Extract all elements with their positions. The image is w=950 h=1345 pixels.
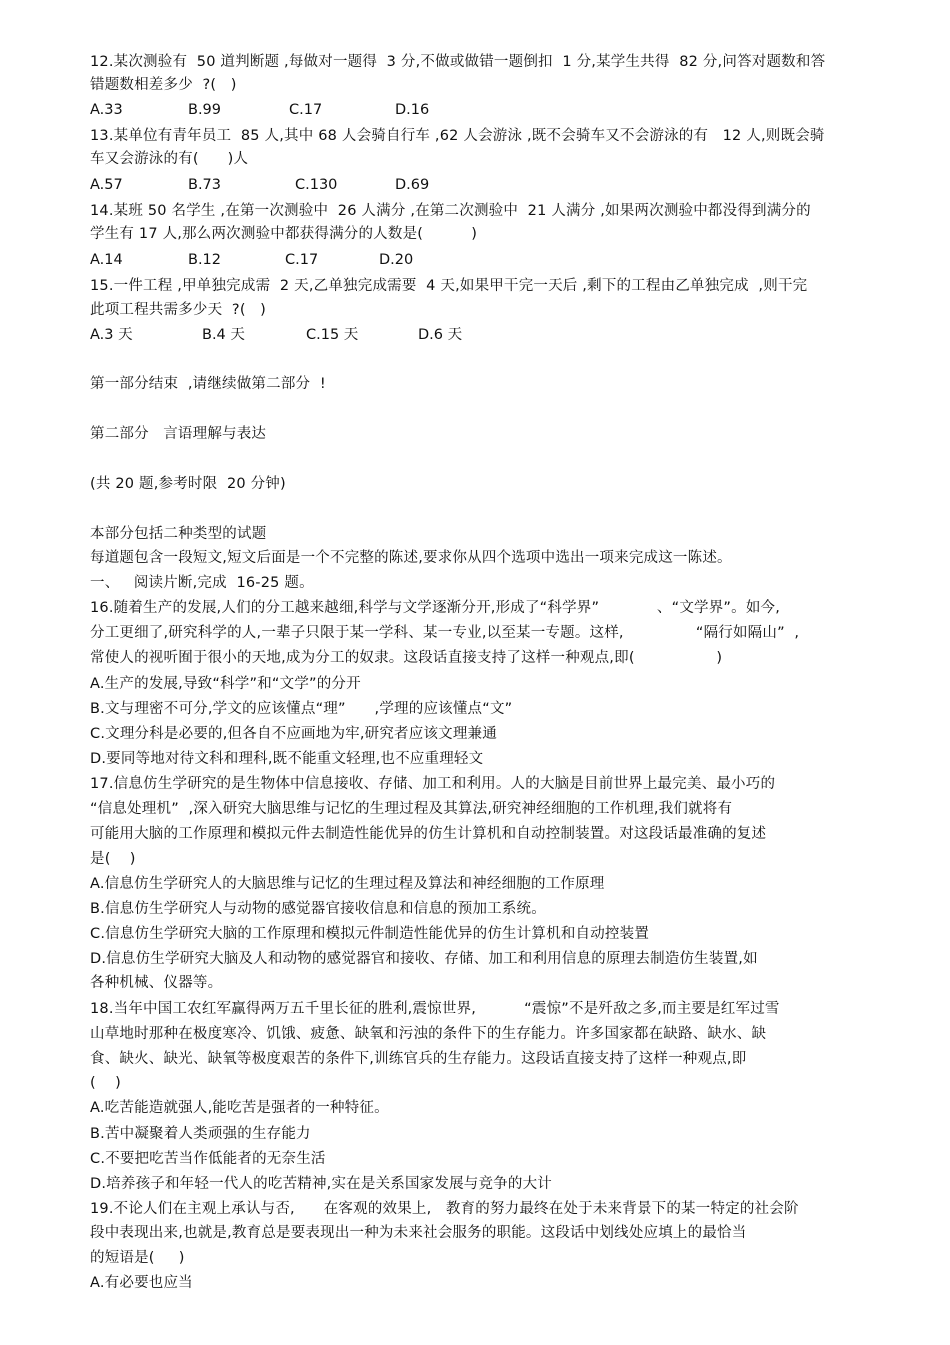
q13-option-d: D.69 <box>395 177 430 193</box>
q17-option-d-line1: D.信息仿生学研究大脑及人和动物的感觉器官和接收、存储、加工和利用信息的原理去制造仿生装置,如 <box>90 951 758 967</box>
q17-option-d-line2: 各种机械、仪器等。 <box>90 975 223 991</box>
intro-line1: 本部分包括二种类型的试题 <box>90 526 267 542</box>
q17-option-a: A.信息仿生学研究人的大脑思维与记忆的生理过程及算法和神经细胞的工作原理 <box>90 876 605 892</box>
q17-stem-line1: 17.信息仿生学研究的是生物体中信息接收、存储、加工和利用。人的大脑是目前世界上最完美、最小巧的 <box>90 776 776 792</box>
q12-option-b: B.99 <box>188 102 222 118</box>
q17-stem-line2: “信息处理机” ,深入研究大脑思维与记忆的生理过程及其算法,研究神经细胞的工作机理,我们就将有 <box>90 801 733 817</box>
q18-option-d: D.培养孩子和年轻一代人的吃苦精神,实在是关系国家发展与竞争的大计 <box>90 1176 552 1192</box>
q17-option-b: B.信息仿生学研究人与动物的感觉器官接收信息和信息的预加工系统。 <box>90 901 546 917</box>
q12-option-c: C.17 <box>289 102 323 118</box>
q12-option-a: A.33 <box>90 102 123 118</box>
q13-option-b: B.73 <box>188 177 222 193</box>
part2-title: 第二部分 言语理解与表达 <box>90 426 267 442</box>
q18-stem-line2: 山草地时那种在极度寒冷、饥饿、疲惫、缺氧和污浊的条件下的生存能力。许多国家都在缺路、缺水、缺 <box>90 1026 767 1042</box>
q18-stem-line4: ( ) <box>90 1075 121 1091</box>
q14-option-b: B.12 <box>188 252 222 268</box>
q19-stem-line2: 段中表现出来,也就是,教育总是要表现出一种为未来社会服务的职能。这段话中划线处应填上的最恰当 <box>90 1225 747 1241</box>
q14-option-d: D.20 <box>379 252 414 268</box>
q16-stem-line1: 16.随着生产的发展,人们的分工越来越细,科学与文学逐渐分开,形成了“科学界” 、“文学界”。如今, <box>90 600 781 616</box>
q14-stem-line1: 14.某班 50 名学生 ,在第一次测验中 26 人满分 ,在第二次测验中 21 人满分 ,如果两次测验中都没得到满分的 <box>90 203 811 219</box>
q14-option-a: A.14 <box>90 252 123 268</box>
q12-option-d: D.16 <box>395 102 430 118</box>
part2-info: (共 20 题,参考时限 20 分钟) <box>90 476 286 492</box>
q13-stem-line2: 车又会游泳的有( )人 <box>90 151 249 167</box>
section-heading: 一、 阅读片断,完成 16-25 题。 <box>90 575 314 591</box>
q19-stem-line1: 19.不论人们在主观上承认与否, 在客观的效果上, 教育的努力最终在处于未来背景下的某一特定的社会阶 <box>90 1201 799 1217</box>
q18-stem-line1: 18.当年中国工农红军赢得两万五千里长征的胜利,震惊世界, “震惊”不是歼敌之多,而主要是红军过雪 <box>90 1001 780 1017</box>
q12-stem-line1: 12.某次测验有 50 道判断题 ,每做对一题得 3 分,不做或做错一题倒扣 1 分,某学生共得 82 分,问答对题数和答 <box>90 54 826 70</box>
q15-stem-line1: 15.一件工程 ,甲单独完成需 2 天,乙单独完成需要 4 天,如果甲干完一天后 ,剩下的工程由乙单独完成 ,则干完 <box>90 278 808 294</box>
q17-stem-line4: 是( ) <box>90 851 136 867</box>
q18-option-c: C.不要把吃苦当作低能者的无奈生活 <box>90 1151 326 1167</box>
q14-stem-line2: 学生有 17 人,那么两次测验中都获得满分的人数是( ) <box>90 226 478 242</box>
q15-option-a: A.3 天 <box>90 327 133 343</box>
q16-option-c: C.文理分科是必要的,但各自不应画地为牢,研究者应该文理兼通 <box>90 726 497 742</box>
q18-option-a: A.吃苦能造就强人,能吃苦是强者的一种特征。 <box>90 1100 389 1116</box>
q17-stem-line3: 可能用大脑的工作原理和模拟元件去制造性能优异的仿生计算机和自动控制装置。对这段话最准确的复述 <box>90 826 767 842</box>
q19-stem-line3: 的短语是( ) <box>90 1250 185 1266</box>
q15-stem-line2: 此项工程共需多少天 ?( ) <box>90 302 266 318</box>
q18-option-b: B.苦中凝聚着人类顽强的生存能力 <box>90 1126 311 1142</box>
q13-stem-line1: 13.某单位有青年员工 85 人,其中 68 人会骑自行车 ,62 人会游泳 ,既不会骑车又不会游泳的有 12 人,则既会骑 <box>90 128 825 144</box>
q13-option-c: C.130 <box>295 177 338 193</box>
q16-option-d: D.要同等地对待文科和理科,既不能重文轻理,也不应重理轻文 <box>90 751 484 767</box>
q16-stem-line3: 常使人的视听囿于很小的天地,成为分工的奴隶。这段话直接支持了这样一种观点,即( ) <box>90 650 723 666</box>
q15-option-d: D.6 天 <box>418 327 463 343</box>
q16-stem-line2: 分工更细了,研究科学的人,一辈子只限于某一学科、某一专业,以至某一专题。这样, “隔行如隔山” , <box>90 625 800 641</box>
q16-option-b: B.文与理密不可分,学文的应该懂点“理” ,学理的应该懂点“文” <box>90 701 513 717</box>
q15-option-c: C.15 天 <box>306 327 359 343</box>
part1-end-note: 第一部分结束 ,请继续做第二部分 ! <box>90 376 326 392</box>
q17-option-c: C.信息仿生学研究大脑的工作原理和模拟元件制造性能优异的仿生计算机和自动控装置 <box>90 926 650 942</box>
q12-stem-line2: 错题数相差多少 ?( ) <box>90 77 237 93</box>
q14-option-c: C.17 <box>285 252 319 268</box>
q18-stem-line3: 食、缺火、缺光、缺氧等极度艰苦的条件下,训练官兵的生存能力。这段话直接支持了这样一种观点,即 <box>90 1051 747 1067</box>
q15-option-b: B.4 天 <box>202 327 245 343</box>
q16-option-a: A.生产的发展,导致“科学”和“文学”的分开 <box>90 676 361 692</box>
intro-line2: 每道题包含一段短文,短文后面是一个不完整的陈述,要求你从四个选项中选出一项来完成这一陈述。 <box>90 550 732 566</box>
q13-option-a: A.57 <box>90 177 123 193</box>
q19-option-a: A.有必要也应当 <box>90 1275 193 1291</box>
